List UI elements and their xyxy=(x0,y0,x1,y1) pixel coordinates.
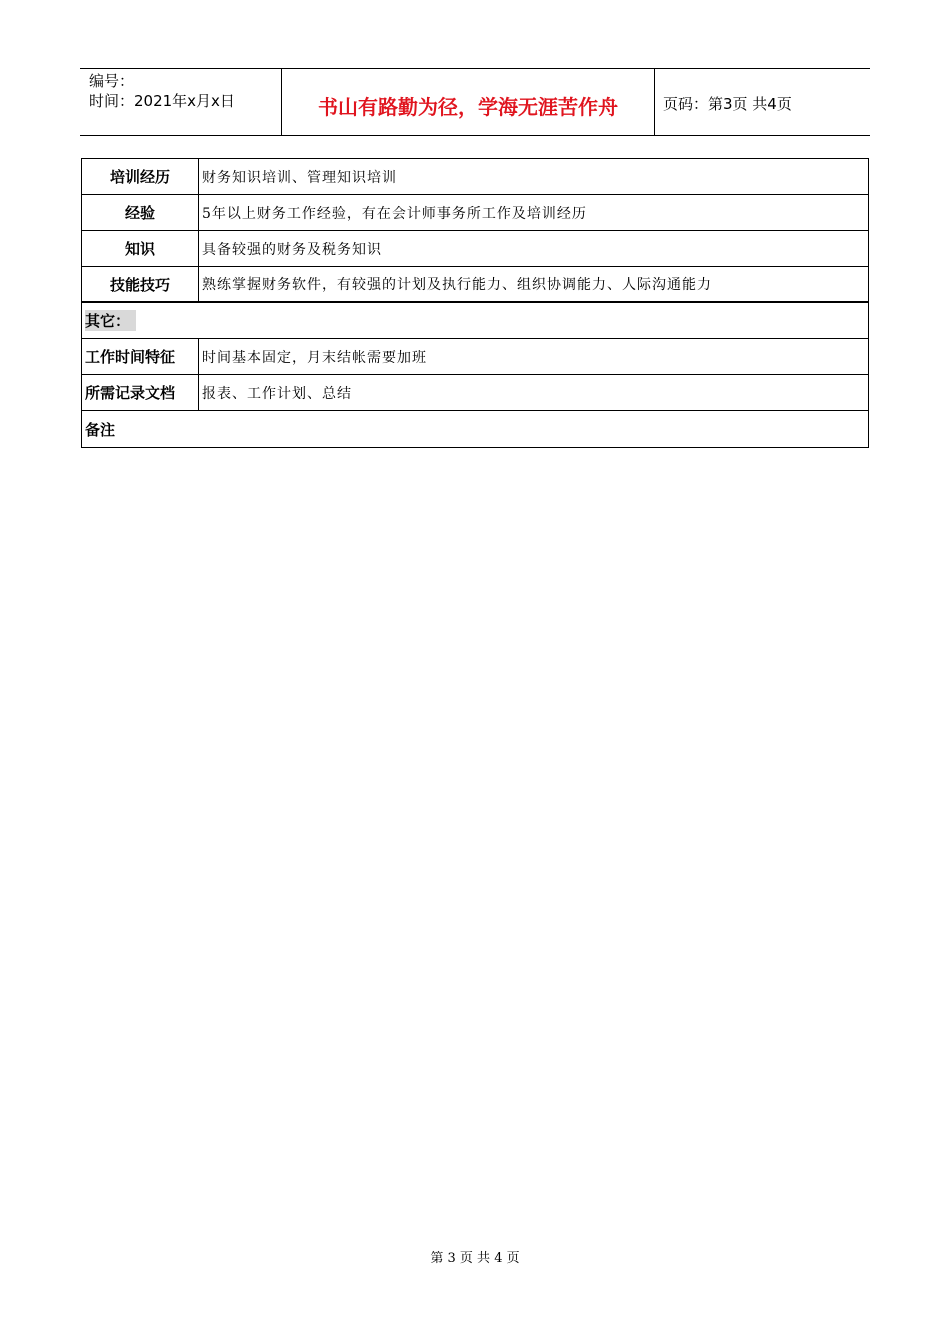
header-info xyxy=(89,71,235,111)
table-row-work-hours xyxy=(82,339,868,375)
section-header-label: 其它： xyxy=(85,310,136,331)
table-row-skills xyxy=(82,267,868,303)
document-date: 时间：2021年x月x日 xyxy=(89,92,235,110)
document-number: 编号： xyxy=(89,72,135,90)
table-row-training xyxy=(82,159,868,195)
row-label: 技能技巧 xyxy=(82,267,199,301)
row-value: 财务知识培训、管理知识培训 xyxy=(202,169,397,186)
row-value: 时间基本固定，月末结帐需要加班 xyxy=(202,349,427,366)
row-label: 培训经历 xyxy=(82,159,199,194)
header-top-rule xyxy=(80,68,870,69)
table-row-experience xyxy=(82,195,868,231)
row-label: 知识 xyxy=(82,231,199,266)
row-value: 5年以上财务工作经验，有在会计师事务所工作及培训经历 xyxy=(202,205,587,222)
row-label: 所需记录文档 xyxy=(82,375,199,410)
header-motto: 书山有路勤为径，学海无涯苦作舟 xyxy=(318,95,618,119)
row-label: 工作时间特征 xyxy=(82,339,199,374)
row-value: 熟练掌握财务软件，有较强的计划及执行能力、组织协调能力、人际沟通能力 xyxy=(202,277,712,293)
footer-page-number: 第 3 页 共 4 页 xyxy=(430,1251,520,1266)
table-row-knowledge xyxy=(82,231,868,267)
header-divider-right xyxy=(654,68,655,135)
header-page-number: 页码：第3页 共4页 xyxy=(663,95,792,113)
row-value: 报表、工作计划、总结 xyxy=(202,385,352,402)
remarks-label: 备注 xyxy=(85,420,116,439)
row-label: 经验 xyxy=(82,195,199,230)
header-bottom-rule xyxy=(80,135,870,136)
table-row-remarks xyxy=(82,411,868,447)
section-header-other xyxy=(82,303,868,338)
table-row-documents xyxy=(82,375,868,411)
table-row-other-section xyxy=(82,303,868,339)
row-value: 具备较强的财务及税务知识 xyxy=(202,241,382,258)
job-requirements-table xyxy=(81,158,869,448)
